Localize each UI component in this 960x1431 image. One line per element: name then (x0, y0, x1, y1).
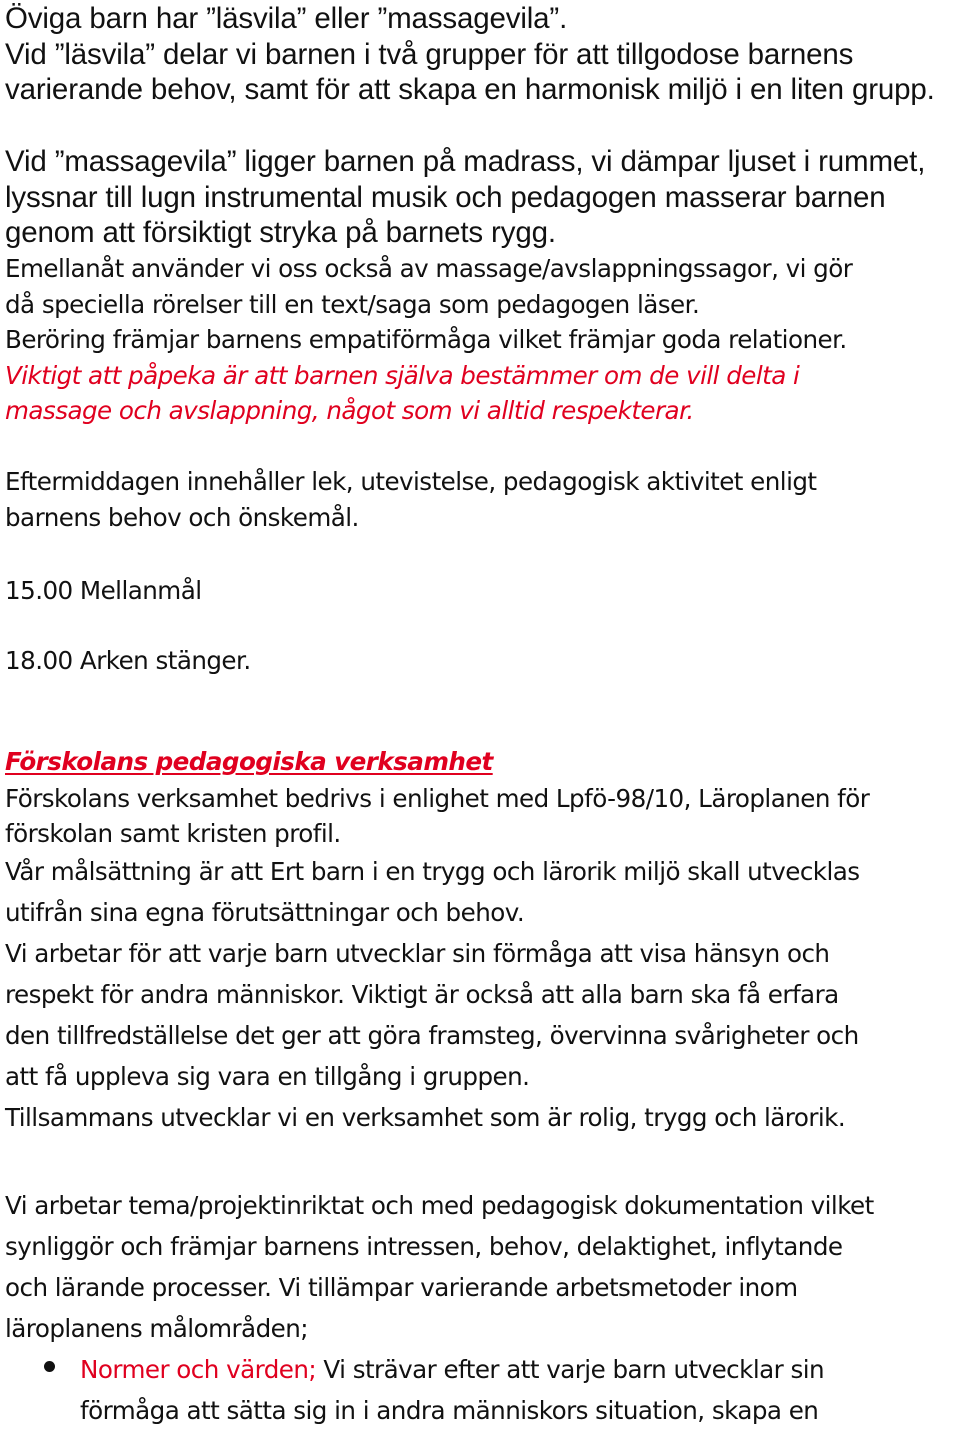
text-line: Emellanåt använder vi oss också av massage/avslappningssagor, vi gör (5, 254, 853, 283)
bullet-item-normer (80, 1349, 824, 1431)
paragraph-massagevila (5, 144, 925, 251)
text-line: lyssnar till lugn instrumental musik och pedagogen masserar barnen (5, 180, 886, 214)
text-line: att få uppleva sig vara en tillgång i gruppen. (5, 1062, 530, 1091)
text-line: Vid ”läsvila” delar vi barnen i två grupper för att tillgodose barnens (5, 37, 854, 71)
text-line: och lärande processer. Vi tillämpar varierande arbetsmetoder inom (5, 1273, 798, 1302)
text-line: 15.00 Mellanmål (5, 576, 202, 605)
text-line: Eftermiddagen innehåller lek, utevistelse, pedagogisk aktivitet enligt (5, 467, 817, 496)
important-note-line: Viktigt att påpeka är att barnen själva bestämmer om de vill delta i (5, 360, 800, 390)
bullet-text: Vi strävar efter att varje barn utvecklar sin (316, 1355, 825, 1384)
text-line: synliggör och främjar barnens intressen, behov, delaktighet, inflytande (5, 1232, 843, 1261)
paragraph-lasvila (5, 1, 935, 108)
section-heading (5, 744, 493, 779)
text-line: Öviga barn har ”läsvila” eller ”massagevila”. (5, 2, 568, 35)
text-line: läroplanens målområden; (5, 1314, 308, 1343)
text-line: genom att försiktigt stryka på barnets rygg. (5, 216, 556, 249)
text-line: Beröring främjar barnens empatiförmåga vilket främjar goda relationer. (5, 325, 847, 354)
text-line: Tillsammans utvecklar vi en verksamhet som är rolig, trygg och lärorik. (5, 1103, 846, 1132)
paragraph-malsattning (5, 851, 860, 1138)
bullet-label: Normer och värden; (80, 1355, 317, 1384)
bullet-line: förmåga att sätta sig in i andra människors situation, skapa en (80, 1396, 819, 1425)
text-line: barnens behov och önskemål. (5, 503, 359, 532)
text-line: utifrån sina egna förutsättningar och behov. (5, 898, 525, 927)
paragraph-massage-sagor (5, 251, 852, 429)
text-line: Förskolans verksamhet bedrivs i enlighet med Lpfö-98/10, Läroplanen för (5, 784, 870, 813)
text-line: varierande behov, samt för att skapa en harmonisk miljö i en liten grupp. (5, 73, 935, 106)
bullet-icon (44, 1361, 55, 1372)
text-line: Vid ”massagevila” ligger barnen på madrass, vi dämpar ljuset i rummet, (5, 145, 926, 178)
paragraph-verksamhet-intro (5, 781, 869, 851)
bullet-line (80, 1349, 824, 1390)
paragraph-tema (5, 1185, 874, 1349)
schedule-snack (5, 573, 202, 608)
text-line: då speciella rörelser till en text/saga som pedagogen läser. (5, 289, 700, 319)
heading-text: Förskolans pedagogiska verksamhet (5, 747, 493, 776)
text-line: respekt för andra människor. Viktigt är också att alla barn ska få erfara (5, 980, 839, 1009)
text-line: den tillfredställelse det ger att göra framsteg, övervinna svårigheter och (5, 1021, 859, 1050)
paragraph-eftermiddag (5, 464, 817, 536)
text-line: 18.00 Arken stänger. (5, 646, 251, 675)
important-note-line: massage och avslappning, något som vi alltid respekterar. (5, 396, 694, 425)
text-line: Vi arbetar för att varje barn utvecklar sin förmåga att visa hänsyn och (5, 939, 830, 968)
schedule-closing (5, 643, 251, 678)
text-line: Vi arbetar tema/projektinriktat och med pedagogisk dokumentation vilket (5, 1191, 874, 1220)
text-line: förskolan samt kristen profil. (5, 819, 341, 848)
text-line: Vår målsättning är att Ert barn i en trygg och lärorik miljö skall utvecklas (5, 857, 860, 886)
